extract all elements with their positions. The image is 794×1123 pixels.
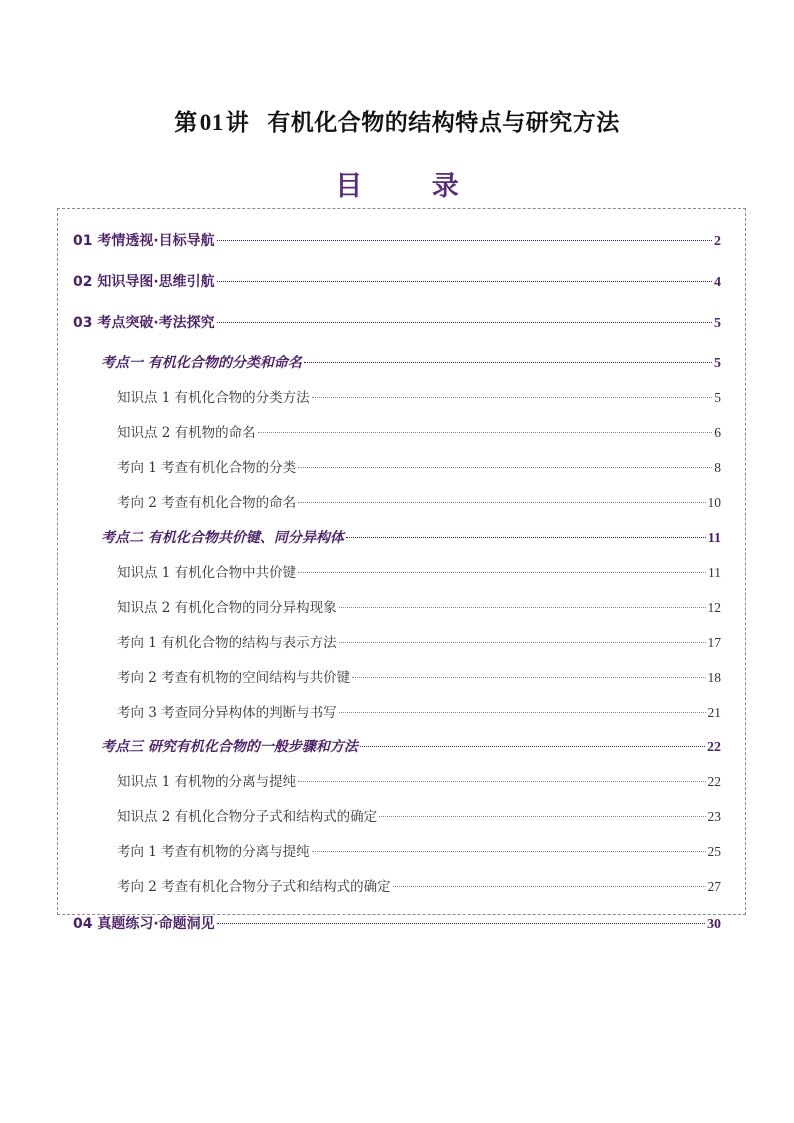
toc-entry-page: 5 [714, 356, 721, 371]
toc-entry[interactable] [117, 457, 721, 479]
toc-entry-label: 考向 2 考查有机化合物的命名 [117, 495, 297, 511]
leader-dots [339, 607, 706, 608]
leader-dots [379, 816, 705, 817]
toc-entry-label: 考向 2 考查有机化合物分子式和结构式的确定 [117, 879, 391, 895]
leader-dots [217, 281, 712, 282]
leader-dots [298, 502, 705, 503]
leader-dots [217, 322, 712, 323]
toc-entry-label: 考向 1 有机化合物的结构与表示方法 [117, 635, 337, 651]
toc-entry-page: 4 [714, 275, 721, 290]
toc-entry-page: 23 [707, 809, 721, 824]
toc-entry[interactable] [117, 876, 721, 898]
toc-heading: 目 录 [335, 171, 489, 202]
toc-entry-label: 知识点 1 有机化合物的分类方法 [117, 390, 310, 406]
toc-entry-label: 02 知识导图·思维引航 [73, 274, 215, 290]
leader-dots [298, 467, 712, 468]
toc-entry-page: 25 [707, 844, 721, 859]
toc-entry-page: 8 [714, 460, 721, 475]
toc-entry[interactable] [117, 841, 721, 863]
leader-dots [312, 851, 706, 852]
toc-entry-label: 知识点 2 有机物的命名 [117, 425, 256, 441]
leader-dots [298, 572, 706, 573]
toc-entry-label: 04 真题练习·命题洞见 [73, 916, 215, 932]
toc-entry[interactable] [73, 913, 721, 935]
title-suffix: 讲 [225, 110, 250, 136]
toc-entry-label: 知识点 2 有机化合物的同分异构现象 [117, 600, 337, 616]
toc-entry[interactable] [117, 492, 721, 514]
toc-entry-page: 27 [707, 879, 721, 894]
leader-dots [258, 432, 713, 433]
toc-entry-label: 考向 3 考查同分异构体的判断与书写 [117, 705, 337, 721]
toc-entry-page: 11 [707, 531, 721, 546]
toc-entry-page: 21 [707, 705, 721, 720]
toc-entry-label: 知识点 1 有机化合物中共价键 [117, 565, 297, 581]
toc-entry-page: 12 [707, 600, 721, 615]
toc-entry[interactable] [117, 771, 721, 793]
toc-entry-page: 11 [708, 565, 721, 580]
title-prefix: 第 [174, 110, 198, 136]
toc-entry-label: 知识点 1 有机物的分离与提纯 [117, 774, 297, 790]
toc-entry-page: 5 [714, 316, 721, 331]
toc-entry[interactable] [117, 387, 721, 409]
leader-dots [298, 781, 705, 782]
toc-entry-page: 5 [714, 390, 721, 405]
leader-dots [304, 362, 712, 363]
leader-dots [339, 642, 706, 643]
toc-entry[interactable] [73, 312, 721, 334]
toc-entry[interactable] [117, 562, 721, 584]
leader-dots [346, 537, 706, 538]
toc-entry-label: 03 考点突破·考法探究 [73, 315, 215, 331]
leader-dots [360, 746, 705, 747]
toc-entry[interactable] [101, 527, 721, 549]
leader-dots [393, 886, 706, 887]
toc-entry[interactable] [117, 632, 721, 654]
toc-entry-label: 考点一 有机化合物的分类和命名 [101, 355, 302, 371]
lecture-number: 01 [199, 110, 224, 135]
toc-entry[interactable] [73, 271, 721, 293]
leader-dots [312, 397, 713, 398]
toc-entry-page: 30 [707, 917, 721, 932]
toc-entry[interactable] [117, 422, 721, 444]
toc-entry[interactable] [101, 352, 721, 374]
leader-dots [352, 677, 705, 678]
title-text: 有机化合物的结构特点与研究方法 [267, 110, 620, 136]
toc-entry[interactable] [117, 667, 721, 689]
toc-entry[interactable] [117, 702, 721, 724]
leader-dots [339, 712, 706, 713]
toc-entry-page: 22 [707, 774, 721, 789]
page-title [0, 104, 794, 137]
toc-entry-label: 考向 1 考查有机物的分离与提纯 [117, 844, 310, 860]
toc-entry-page: 10 [707, 495, 721, 510]
leader-dots [217, 923, 705, 924]
toc-entry-label: 01 考情透视·目标导航 [73, 233, 215, 249]
toc-entry-label: 知识点 2 有机化合物分子式和结构式的确定 [117, 809, 378, 825]
toc-entry[interactable] [73, 230, 721, 252]
toc-entry-page: 17 [707, 635, 721, 650]
toc-entry-label: 考点三 研究有机化合物的一般步骤和方法 [101, 739, 358, 755]
toc-entry-page: 18 [707, 670, 721, 685]
toc-entry-label: 考向 2 考查有机物的空间结构与共价键 [117, 670, 351, 686]
toc-entry-page: 2 [714, 234, 721, 249]
leader-dots [217, 240, 712, 241]
toc-entry[interactable] [117, 806, 721, 828]
toc-entry-label: 考向 1 考查有机化合物的分类 [117, 460, 297, 476]
toc-entry-label: 考点二 有机化合物共价键、同分异构体 [101, 530, 344, 546]
toc-entry-page: 6 [714, 425, 721, 440]
toc-entry-page: 22 [707, 740, 721, 755]
toc-entry[interactable] [101, 736, 721, 758]
toc-entry[interactable] [117, 597, 721, 619]
